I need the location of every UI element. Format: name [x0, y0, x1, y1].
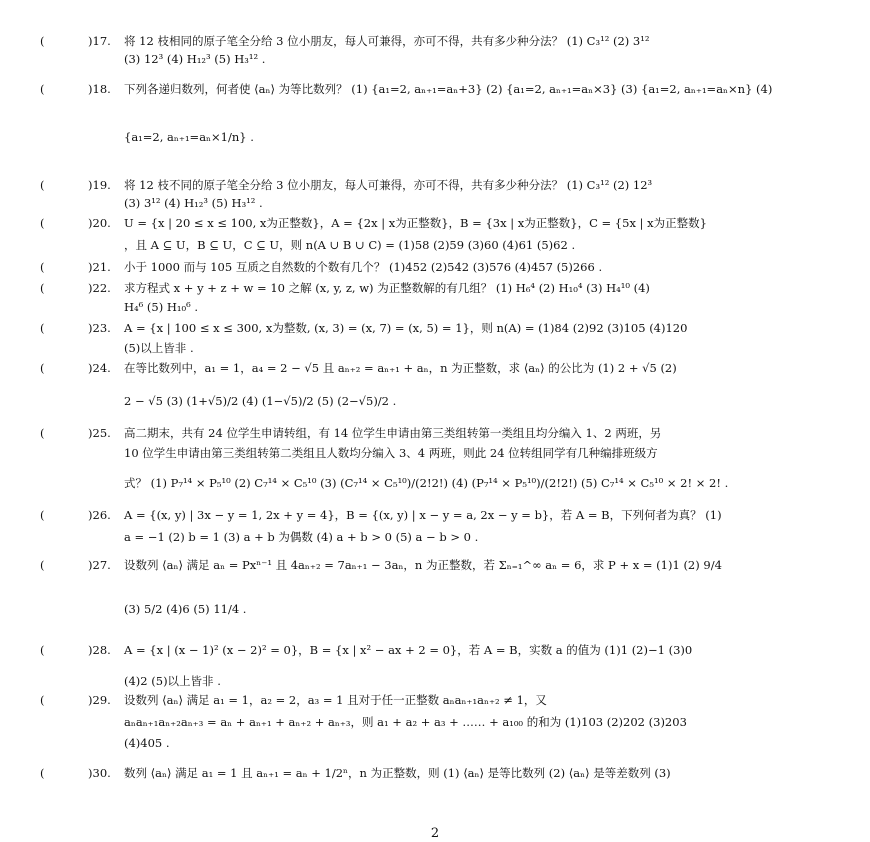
question-number: 17. — [92, 34, 111, 48]
answer-paren-open: ( — [40, 508, 45, 522]
question-text-line: (3) 12³ (4) H₁₂³ (5) H₃¹² . — [124, 52, 266, 66]
question-text-line: 将 12 枝相同的原子笔全分给 3 位小朋友，每人可兼得，亦可不得，共有多少种分法？ (1) C₃¹² (2) 3¹² — [124, 34, 650, 48]
question-number: 27. — [92, 558, 111, 572]
question-number: 18. — [92, 82, 111, 96]
question-text-line: ，且 A ⊆ U，B ⊆ U，C ⊆ U，则 n(A ∪ B ∪ C) = (1)58 (2)59 (3)60 (4)61 (5)62 . — [124, 238, 576, 252]
answer-paren-open: ( — [40, 361, 45, 375]
question-number: 30. — [92, 766, 111, 780]
question-text-line: (5)以上皆非 . — [124, 341, 194, 355]
question-text-line: 在等比数列中，a₁ = 1，a₄ = 2 − √5 且 aₙ₊₂ = aₙ₊₁ + aₙ，n 为正整数，求 ⟨aₙ⟩ 的公比为 (1) 2 + √5 (2) — [124, 361, 677, 375]
answer-paren-open: ( — [40, 82, 45, 96]
question-text-line: 2 − √5 (3) (1+√5)/2 (4) (1−√5)/2 (5) (2−√5)/2 . — [124, 394, 397, 408]
question-number: 29. — [92, 693, 111, 707]
question-number: 24. — [92, 361, 111, 375]
answer-paren-open: ( — [40, 34, 45, 48]
question-text-line: 设数列 ⟨aₙ⟩ 满足 a₁ = 1，a₂ = 2，a₃ = 1 且对于任一正整数 aₙaₙ₊₁aₙ₊₂ ≠ 1，又 — [124, 693, 547, 707]
question-number: 19. — [92, 178, 111, 192]
question-text-line: U = {x | 20 ≤ x ≤ 100, x为正整数}，A = {2x | x为正整数}，B = {3x | x为正整数}，C = {5x | x为正整数} — [124, 216, 707, 230]
answer-paren-open: ( — [40, 281, 45, 295]
question-text-line: A = {(x, y) | 3x − y = 1, 2x + y = 4}，B = {(x, y) | x − y = a, 2x − y = b}，若 A = B，下列何者为真？ (1) — [124, 508, 722, 522]
question-text-line: 式？ (1) P₇¹⁴ × P₅¹⁰ (2) C₇¹⁴ × C₅¹⁰ (3) (C₇¹⁴ × C₅¹⁰)/(2!2!) (4) (P₇¹⁴ × P₅¹⁰)/(2!2!) (5) C₇¹⁴ × C₅¹⁰ × 2! × 2! . — [124, 476, 729, 490]
answer-paren-open: ( — [40, 693, 45, 707]
answer-paren-open: ( — [40, 216, 45, 230]
question-text-line: (3) 5/2 (4)6 (5) 11/4 . — [124, 602, 247, 616]
answer-paren-open: ( — [40, 766, 45, 780]
page-number: 2 — [430, 826, 440, 841]
question-number: 20. — [92, 216, 111, 230]
question-text-line: A = {x | 100 ≤ x ≤ 300, x为整数, (x, 3) = (x, 7) = (x, 5) = 1}，则 n(A) = (1)84 (2)92 (3)105 (4)120 — [124, 321, 688, 335]
question-text-line: aₙaₙ₊₁aₙ₊₂aₙ₊₃ = aₙ + aₙ₊₁ + aₙ₊₂ + aₙ₊₃，则 a₁ + a₂ + a₃ + …… + a₁₀₀ 的和为 (1)103 (2)202 (3)203 — [124, 715, 687, 729]
exam-page: ( )17. 将 12 枝相同的原子笔全分给 3 位小朋友，每人可兼得，亦可不得，共有多少种分法？ (1) C₃¹² (2) 3¹² (3) 12³ (4) H₁₂³ (5) H₃¹² . ( )18. 下列各递归数列，何者使 ⟨aₙ⟩ 为等比数列？ (1) {a₁=2, aₙ₊₁=aₙ+3} (2) {a₁=2, aₙ₊₁=aₙ×3} (3) {a₁=2, aₙ₊₁=aₙ×n} (4) {a₁=2, aₙ₊₁=aₙ×1/n} . ( )19. 将 12 枝不同的原子笔全分给 3 位小朋友，每人可兼得，亦可不得，共有多少种分法？ (1) C₃¹² (2) 12³ (3) 3¹² (4) H₁₂³ (5) H₃¹² . ( )20. U = {x | 20 ≤ x ≤ 100, x为正整数}，A = {2x | x为正整数}，B = {3x | x为正整数}，C = {5x | x为正整数} ，且 A ⊆ U，B ⊆ U，C ⊆ U，则 n(A ∪ B ∪ C) = (1)58 (2)59 (3)60 (4)61 (5)62 . ( )21. 小于 1000 而与 105 互质之自然数的个数有几个？ (1)452 (2)542 (3)576 (4)457 (5)266 . ( )22. 求方程式 x + y + z + w = 10 之解 (x, y, z, w) 为正整数解的有几组？ (1) H₆⁴ (2) H₁₀⁴ (3) H₄¹⁰ (4) H₄⁶ (5) H₁₀⁶ . ( )23. A = {x | 100 ≤ x ≤ 300, x为整数, (x, 3) = (x, 7) = (x, 5) = 1}，则 n(A) = (1)84 (2)92 (3)105 (4)120 (5)以上皆非 . ( )24. 在等比数列中，a₁ = 1，a₄ = 2 − √5 且 aₙ₊₂ = aₙ₊₁ + aₙ，n 为正整数，求 ⟨aₙ⟩ 的公比为 (1) 2 + √5 (2) 2 − √5 (3) (1+√5)/2 (4) (1−√5)/2 (5) (2−√5)/2 . ( )25. 高二期末，共有 24 位学生申请转组，有 14 位学生申请由第三类组转第一类组且均分编入 1、2 两班，另 10 位学生申请由第三类组转第二类组且人数均分编入 3、4 两班，则此 24 位转组同学有几种编排班级方 式？ (1) P₇¹⁴ × P₅¹⁰ (2) C₇¹⁴ × C₅¹⁰ (3) (C₇¹⁴ × C₅¹⁰)/(2!2!) (4) (P₇¹⁴ × P₅¹⁰)/(2!2!) (5) C₇¹⁴ × C₅¹⁰ × 2! × 2! . ( )26. A = {(x, y) | 3x − y = 1, 2x + y = 4}，B = {(x, y) | x − y = a, 2x − y = b}，若 A = B，下列何者为真？ (1) a = −1 (2) b = 1 (3) a + b 为偶数 (4) a + b > 0 (5) a − b > 0 . ( )27. 设数列 ⟨aₙ⟩ 满足 aₙ = Pxⁿ⁻¹ 且 4aₙ₊₂ = 7aₙ₊₁ − 3aₙ，n 为正整数，若 Σₙ₌₁^∞ aₙ = 6，求 P + x = (1)1 (2) 9/4 (3) 5/2 (4)6 (5) 11/4 . ( )28. A = {x | (x − 1)² (x − 2)² = 0}，B = {x | x² − ax + 2 = 0}，若 A = B，实数 a 的值为 (1)1 (2)−1 (3)0 (4)2 (5)以上皆非 . ( )29. 设数列 ⟨aₙ⟩ 满足 a₁ = 1，a₂ = 2，a₃ = 1 且对于任一正整数 aₙaₙ₊₁aₙ₊₂ ≠ 1，又 aₙaₙ₊₁aₙ₊₂aₙ₊₃ = aₙ + aₙ₊₁ + aₙ₊₂ + aₙ₊₃，则 a₁ + a₂ + a₃ + …… + a₁₀₀ 的和为 (1)103 (2)202 (3)203 (4)405 . ( )30. 数列 ⟨aₙ⟩ 满足 a₁ = 1 且 aₙ₊₁ = aₙ + 1/2ⁿ，n 为正整数，则 (1) ⟨aₙ⟩ 是等比数列 (2) ⟨aₙ⟩ 是等差数列 (3) 2 — [0, 0, 870, 842]
question-number: 22. — [92, 281, 111, 295]
question-text-line: 小于 1000 而与 105 互质之自然数的个数有几个？ (1)452 (2)542 (3)576 (4)457 (5)266 . — [124, 260, 603, 274]
question-number: 28. — [92, 643, 111, 657]
question-number: 26. — [92, 508, 111, 522]
question-text-line: 下列各递归数列，何者使 ⟨aₙ⟩ 为等比数列？ (1) {a₁=2, aₙ₊₁=aₙ+3} (2) {a₁=2, aₙ₊₁=aₙ×3} (3) {a₁=2, aₙ₊₁=aₙ×n} (4) — [124, 82, 773, 96]
question-text-line: (3) 3¹² (4) H₁₂³ (5) H₃¹² . — [124, 196, 263, 210]
question-text-line: 将 12 枝不同的原子笔全分给 3 位小朋友，每人可兼得，亦可不得，共有多少种分法？ (1) C₃¹² (2) 12³ — [124, 178, 653, 192]
question-text-line: A = {x | (x − 1)² (x − 2)² = 0}，B = {x | x² − ax + 2 = 0}，若 A = B，实数 a 的值为 (1)1 (2)−1 (3)0 — [124, 643, 693, 657]
answer-paren-open: ( — [40, 260, 45, 274]
answer-paren-open: ( — [40, 643, 45, 657]
question-number: 23. — [92, 321, 111, 335]
question-text-line: 设数列 ⟨aₙ⟩ 满足 aₙ = Pxⁿ⁻¹ 且 4aₙ₊₂ = 7aₙ₊₁ − 3aₙ，n 为正整数，若 Σₙ₌₁^∞ aₙ = 6，求 P + x = (1)1 (2) 9/4 — [124, 558, 722, 572]
question-text-line: (4)2 (5)以上皆非 . — [124, 674, 221, 688]
question-text-line: H₄⁶ (5) H₁₀⁶ . — [124, 300, 199, 314]
answer-paren-open: ( — [40, 426, 45, 440]
question-text-line: 数列 ⟨aₙ⟩ 满足 a₁ = 1 且 aₙ₊₁ = aₙ + 1/2ⁿ，n 为正整数，则 (1) ⟨aₙ⟩ 是等比数列 (2) ⟨aₙ⟩ 是等差数列 (3) — [124, 766, 671, 780]
question-number: 25. — [92, 426, 111, 440]
question-text-line: (4)405 . — [124, 736, 170, 750]
question-text-line: 10 位学生申请由第三类组转第二类组且人数均分编入 3、4 两班，则此 24 位转组同学有几种编排班级方 — [124, 446, 658, 460]
answer-paren-open: ( — [40, 558, 45, 572]
question-text-line: a = −1 (2) b = 1 (3) a + b 为偶数 (4) a + b > 0 (5) a − b > 0 . — [124, 530, 479, 544]
question-text-line: 求方程式 x + y + z + w = 10 之解 (x, y, z, w) 为正整数解的有几组？ (1) H₆⁴ (2) H₁₀⁴ (3) H₄¹⁰ (4) — [124, 281, 650, 295]
answer-paren-open: ( — [40, 178, 45, 192]
question-text-line: 高二期末，共有 24 位学生申请转组，有 14 位学生申请由第三类组转第一类组且均分编入 1、2 两班，另 — [124, 426, 662, 440]
answer-paren-open: ( — [40, 321, 45, 335]
question-text-line: {a₁=2, aₙ₊₁=aₙ×1/n} . — [124, 130, 254, 144]
question-number: 21. — [92, 260, 111, 274]
